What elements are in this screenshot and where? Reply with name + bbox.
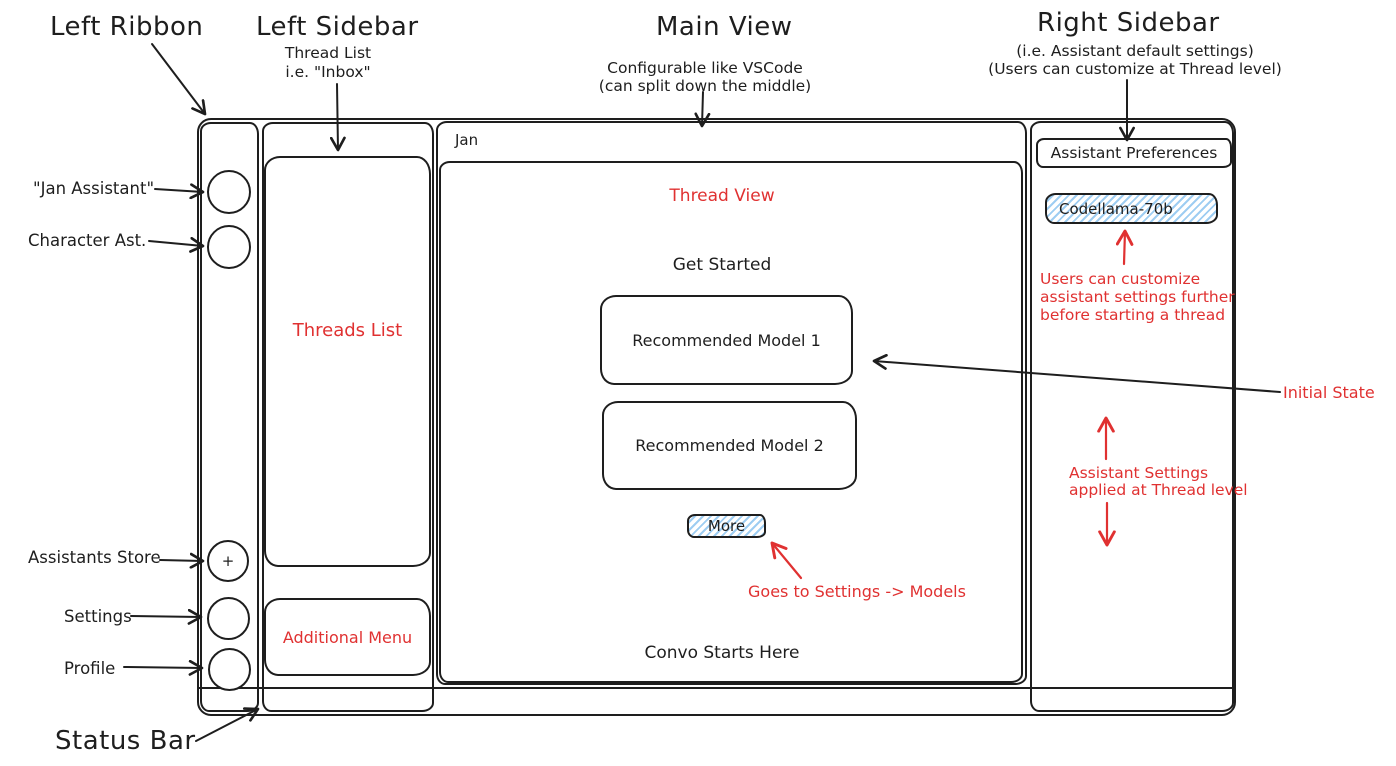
model-pill[interactable] xyxy=(1045,193,1218,224)
assistant-preferences-header xyxy=(1036,138,1232,168)
additional-menu-note: Additional Menu xyxy=(282,627,413,647)
convo-starts-here-text: Convo Starts Here xyxy=(644,643,800,663)
arrow-settings xyxy=(131,616,201,617)
main-view-heading: Main View xyxy=(656,12,793,42)
assistant-settings-note: Assistant Settings applied at Thread level xyxy=(1069,464,1248,499)
character-assistant-button[interactable] xyxy=(207,225,251,269)
arrow-left-ribbon xyxy=(152,44,205,114)
right-sidebar-note-2: (Users can customize at Thread level) xyxy=(988,60,1282,78)
settings-button[interactable] xyxy=(207,597,250,640)
arrow-jan-assistant xyxy=(155,189,203,192)
recommended-model-1-card[interactable] xyxy=(600,295,853,385)
left-sidebar-heading: Left Sidebar xyxy=(256,12,419,42)
right-sidebar-heading: Right Sidebar xyxy=(1037,8,1220,38)
window-title: Jan xyxy=(455,131,479,149)
settings-label: Settings xyxy=(64,607,132,626)
character-ast-label: Character Ast. xyxy=(28,231,147,250)
more-button-label: More xyxy=(707,517,746,535)
thread-view-note: Thread View xyxy=(669,186,775,206)
jan-assistant-label: "Jan Assistant" xyxy=(33,179,155,198)
additional-menu-panel[interactable] xyxy=(264,598,431,676)
profile-button[interactable] xyxy=(208,648,251,691)
status-bar-heading: Status Bar xyxy=(55,726,196,756)
status-bar-divider xyxy=(199,687,1234,689)
arrow-character-ast xyxy=(149,241,203,246)
initial-state-note: Initial State xyxy=(1283,383,1375,402)
left-ribbon-heading: Left Ribbon xyxy=(50,12,204,42)
left-sidebar-note-1: Thread List xyxy=(284,44,372,62)
threads-list-note: Threads List xyxy=(292,320,403,341)
assistants-store-label: Assistants Store xyxy=(28,548,161,567)
left-sidebar-note-2: i.e. "Inbox" xyxy=(285,63,371,81)
assistants-store-button[interactable] xyxy=(207,540,249,582)
model-pill-label: Codellama-70b xyxy=(1059,199,1173,218)
goes-to-settings-note: Goes to Settings -> Models xyxy=(748,582,966,601)
main-view-note-2: (can split down the middle) xyxy=(598,77,812,95)
threads-list-panel[interactable] xyxy=(264,156,431,567)
right-sidebar-note-1: (i.e. Assistant default settings) xyxy=(1016,42,1254,60)
jan-assistant-button[interactable] xyxy=(207,170,251,214)
profile-label: Profile xyxy=(64,659,116,678)
arrow-profile xyxy=(124,667,202,668)
more-button[interactable] xyxy=(687,514,766,538)
recommended-model-1-label: Recommended Model 1 xyxy=(632,330,821,350)
plus-icon: + xyxy=(221,552,235,570)
recommended-model-2-card[interactable] xyxy=(602,401,857,490)
main-view-note-1: Configurable like VSCode xyxy=(607,59,803,77)
assistant-preferences-label: Assistant Preferences xyxy=(1050,144,1218,162)
get-started-title: Get Started xyxy=(672,255,772,275)
users-customize-note: Users can customize assistant settings further before starting a thread xyxy=(1040,270,1235,324)
recommended-model-2-label: Recommended Model 2 xyxy=(635,436,824,455)
